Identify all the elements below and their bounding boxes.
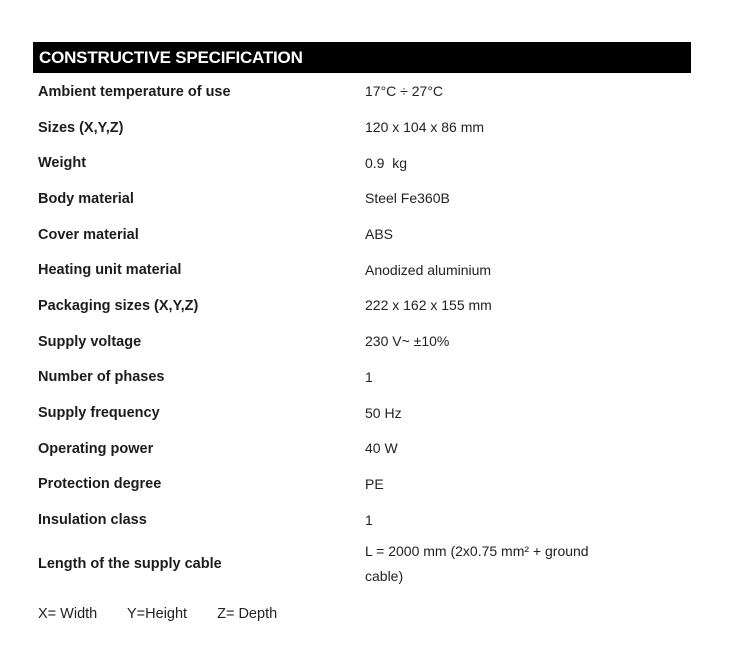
- section-title: CONSTRUCTIVE SPECIFICATION: [33, 42, 691, 73]
- spec-row-ambient-temperature: [33, 74, 691, 110]
- spec-label: Supply frequency: [38, 405, 160, 422]
- spec-value: Anodized aluminium: [365, 261, 492, 278]
- spec-row-weight: [33, 145, 691, 181]
- spec-row-heating-unit-material: [33, 252, 691, 288]
- spec-row-sizes: [33, 110, 691, 146]
- spec-value: 222 x 162 x 155 mm: [365, 297, 492, 314]
- spec-label: Length of the supply cable: [38, 555, 222, 572]
- spec-label: Supply voltage: [38, 333, 142, 350]
- spec-row-insulation-class: [33, 502, 691, 538]
- spec-label: Packaging sizes (X,Y,Z): [38, 297, 199, 314]
- spec-row-operating-power: [33, 431, 691, 467]
- spec-row-packaging-sizes: [33, 288, 691, 324]
- spec-row-supply-frequency: [33, 395, 691, 431]
- spec-value: 40 W: [365, 440, 398, 457]
- spec-value-line: cable): [365, 567, 404, 584]
- spec-value: PE: [365, 475, 384, 492]
- spec-row-protection-degree: [33, 467, 691, 503]
- spec-row-number-of-phases: [33, 360, 691, 396]
- spec-value-line: L = 2000 mm (2x0.75 mm² + ground: [365, 542, 589, 559]
- spec-value: 0.9 kg: [365, 154, 408, 171]
- spec-row-supply-voltage: [33, 324, 691, 360]
- spec-label: Sizes (X,Y,Z): [38, 119, 124, 136]
- spec-label: Heating unit material: [38, 262, 182, 279]
- spec-sheet: [33, 42, 691, 590]
- legend-z: Z= Depth: [217, 606, 278, 622]
- spec-value: 120 x 104 x 86 mm: [365, 119, 485, 136]
- legend-y: Y=Height: [127, 606, 188, 622]
- spec-label: Number of phases: [38, 369, 165, 386]
- spec-value: 230 V~ ±10%: [365, 333, 450, 350]
- spec-row-cover-material: [33, 217, 691, 253]
- spec-value: 1: [365, 511, 373, 528]
- spec-label: Cover material: [38, 226, 139, 243]
- spec-label: Weight: [38, 155, 87, 172]
- spec-label: Ambient temperature of use: [38, 83, 231, 100]
- spec-label: Insulation class: [38, 512, 147, 529]
- spec-value: 17°C ÷ 27°C: [365, 83, 444, 100]
- spec-row-body-material: [33, 181, 691, 217]
- spec-value: 50 Hz: [365, 404, 402, 421]
- spec-value: [365, 538, 691, 590]
- spec-value: Steel Fe360B: [365, 190, 450, 207]
- legend-x: X= Width: [38, 606, 98, 622]
- dimension-legend: [38, 606, 303, 622]
- spec-row-supply-cable-length: [33, 538, 691, 590]
- spec-label: Protection degree: [38, 476, 162, 493]
- spec-label: Operating power: [38, 440, 154, 457]
- spec-value: ABS: [365, 226, 394, 243]
- spec-table: [33, 74, 691, 590]
- spec-label: Body material: [38, 190, 134, 207]
- spec-value: 1: [365, 368, 373, 385]
